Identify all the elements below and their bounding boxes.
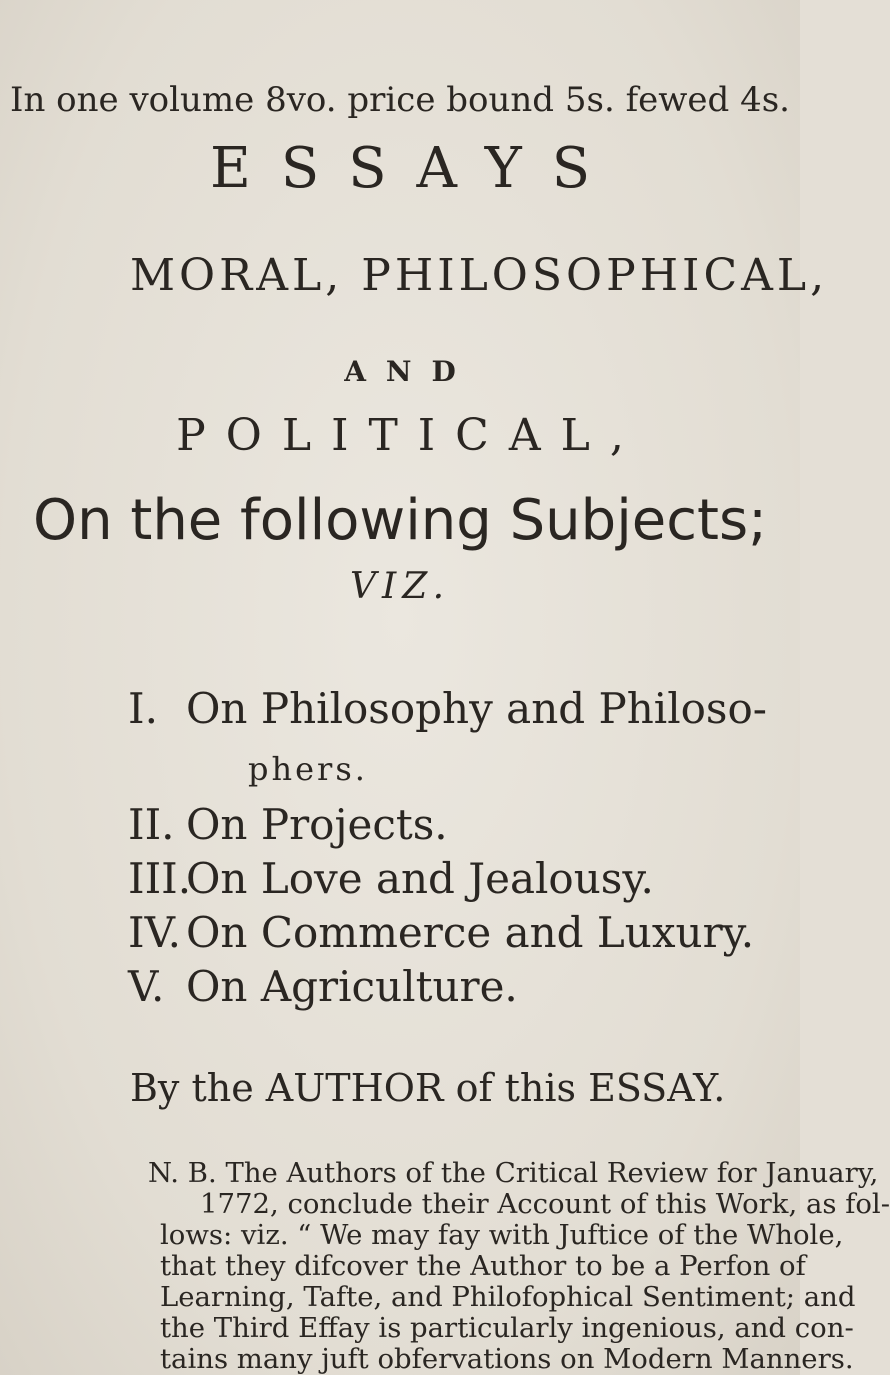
title-moral-philosophical: MORAL, PHILOSOPHICAL, xyxy=(130,250,829,301)
list-item xyxy=(128,800,448,849)
title-and: AND xyxy=(344,355,476,388)
note-line: that they difcover the Author to be a Perfon of xyxy=(160,1250,806,1282)
list-item xyxy=(128,908,754,957)
item-text: On Projects. xyxy=(186,800,448,849)
note-line: Learning, Tafte, and Philofophical Sentiment; and xyxy=(160,1281,856,1313)
note-line: 1772, conclude their Account of this Work, as fol- xyxy=(200,1188,890,1220)
item-number: IV. xyxy=(128,908,181,957)
review-note xyxy=(148,1157,890,1375)
publication-notice: In one volume 8vo. price bound 5s. fewed 4s. xyxy=(10,80,790,120)
note-line: N. B. The Authors of the Critical Review for January, xyxy=(148,1157,879,1189)
item-continuation: phers. xyxy=(248,750,368,788)
byline: By the AUTHOR of this ESSAY. xyxy=(130,1066,726,1110)
note-line: lows: viz. “ We may fay with Juftice of the Whole, xyxy=(160,1219,844,1251)
note-line: tains many juft obfervations on Modern Manners. xyxy=(160,1343,854,1375)
note-line: the Third Effay is particularly ingenious, and con- xyxy=(160,1312,854,1344)
list-item xyxy=(128,854,654,903)
item-number: I. xyxy=(128,684,158,733)
title-political: POLITICAL, xyxy=(176,410,644,461)
item-number: V. xyxy=(128,962,165,1011)
subjects-heading: On the following Subjects; xyxy=(32,488,767,553)
viz-label: VIZ. xyxy=(349,566,451,607)
list-item xyxy=(128,962,518,1011)
title-essays: ESSAYS xyxy=(209,136,621,201)
item-text: On Commerce and Luxury. xyxy=(186,908,755,957)
item-text: On Agriculture. xyxy=(186,962,518,1011)
item-number: II. xyxy=(128,800,175,849)
item-text: On Love and Jealousy. xyxy=(186,854,654,903)
item-number: III. xyxy=(128,854,192,903)
list-item xyxy=(128,684,767,733)
item-text: On Philosophy and Philoso- xyxy=(186,684,767,733)
